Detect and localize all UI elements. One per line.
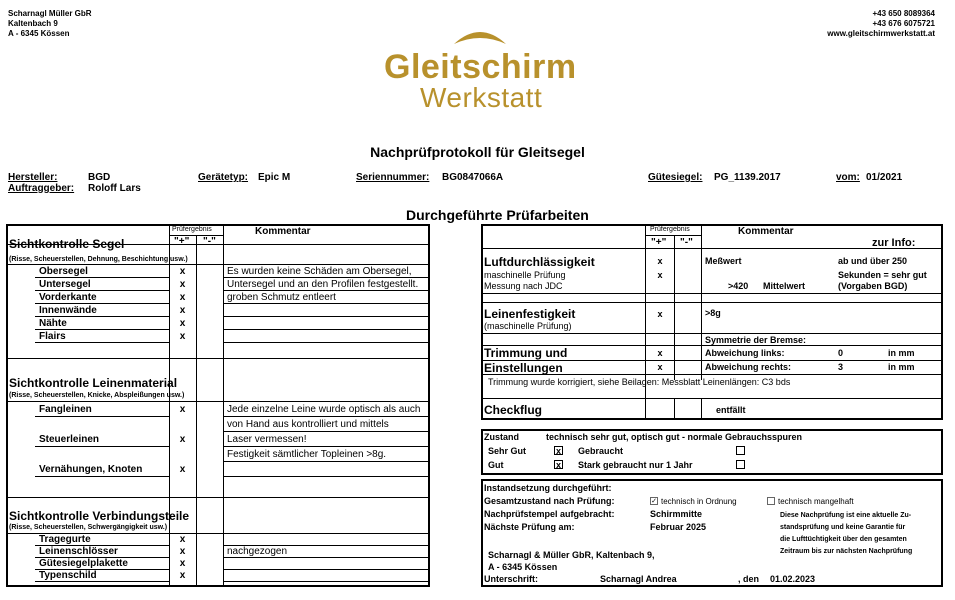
segel-subtitle: (Risse, Scheuerstellen, Dehnung, Beschichtung usw.) <box>9 256 188 263</box>
company-name: Scharnagl Müller GbR <box>8 9 92 18</box>
right-plus-header: "+" <box>651 237 667 248</box>
den-label: , den <box>738 574 760 584</box>
firma: Scharnagl & Müller GbR, Kaltenbach 9, <box>488 550 655 560</box>
section-title: Durchgeführte Prüfarbeiten <box>406 207 589 223</box>
luft-info-2: Sekunden = sehr gut <box>838 270 927 280</box>
leinen-row-label: Fangleinen <box>39 404 92 415</box>
ort: A - 6345 Kössen <box>488 562 558 572</box>
segel-row-label: Untersegel <box>39 279 91 290</box>
right-kommentar-header: Kommentar <box>738 226 794 237</box>
verbindung-row-mark: x <box>179 546 186 557</box>
segel-row-label: Obersegel <box>39 266 88 277</box>
abweichung-links-value: 0 <box>838 348 844 358</box>
disclaimer-line-1: Diese Nachprüfung ist eine aktuelle Zu- <box>780 512 912 519</box>
luft-value: >420 <box>728 281 749 291</box>
segel-row-comment: Es wurden keine Schäden am Obersegel, <box>227 266 412 277</box>
stempel-label: Nachprüfstempel aufgebracht: <box>484 509 615 519</box>
trimmung-mark-2: x <box>657 362 663 372</box>
vom-label: vom: <box>836 172 860 183</box>
verbindung-row-label: Leinenschlösser <box>39 546 118 557</box>
table-row <box>7 558 429 570</box>
hersteller-label: Hersteller: <box>8 172 58 183</box>
left-plus-header: "+" <box>174 236 190 247</box>
unterschrift-name: Scharnagl Andrea <box>600 574 677 584</box>
leinen-row-label: Steuerleinen <box>39 434 100 445</box>
segel-row-mark: x <box>179 331 186 342</box>
company-contact <box>827 9 935 39</box>
logo-text-gleitschirm: Gleitschirm <box>384 48 577 86</box>
checkflug-title: Checkflug <box>484 403 543 417</box>
segel-row-mark: x <box>179 266 186 277</box>
luft-title: Luftdurchlässigkeit <box>484 255 595 269</box>
table-row <box>7 304 429 317</box>
stempel-value: Schirmmitte <box>650 509 703 519</box>
table-row <box>7 402 429 417</box>
table-row <box>7 265 429 278</box>
zustand-stark-checkbox[interactable] <box>736 460 745 469</box>
disclaimer-line-2: standsprüfung und keine Garantie für <box>780 524 906 531</box>
leinen-row-comment: Jede einzelne Leine wurde optisch als auch <box>227 404 421 415</box>
zustand-gut-checkbox[interactable]: x <box>555 460 561 470</box>
verbindung-row-mark: x <box>179 534 186 545</box>
trimmung-title-1: Trimmung und <box>484 346 568 360</box>
abweichung-links-unit: in mm <box>888 348 915 358</box>
segel-row-mark: x <box>179 292 186 303</box>
leinen-row-mark: x <box>179 464 186 475</box>
guetesiegel-value: PG_1139.2017 <box>714 172 781 183</box>
company-city: A - 6345 Kössen <box>8 29 70 38</box>
table-row <box>7 278 429 291</box>
company-phone-2: +43 676 6075721 <box>872 19 935 28</box>
leinen-row-comment: von Hand aus kontrolliert und mittels <box>227 419 389 430</box>
logo-text-werkstatt: Werkstatt <box>420 82 543 113</box>
zustand-gebraucht-checkbox[interactable] <box>736 446 745 455</box>
left-kommentar-header: Kommentar <box>255 226 311 237</box>
zustand-gebraucht-label: Gebraucht <box>578 446 624 456</box>
table-row <box>7 447 429 462</box>
table-row <box>7 330 429 343</box>
naechste-value: Februar 2025 <box>650 522 707 532</box>
company-address <box>8 9 92 39</box>
verbindung-row-mark: x <box>179 570 186 581</box>
datum: 01.02.2023 <box>770 574 816 584</box>
hersteller-value: BGD <box>88 172 111 183</box>
segel-row-comment: Untersegel und an den Profilen festgestellt. <box>227 279 419 290</box>
left-pruefergebnis-header: Prüfergebnis <box>172 226 212 233</box>
table-row <box>7 417 429 432</box>
zustand-stark-label: Stark gebraucht nur 1 Jahr <box>578 460 693 470</box>
abweichung-links-label: Abweichung links: <box>705 348 785 358</box>
guetesiegel-label: Gütesiegel: <box>648 172 703 183</box>
naechste-label: Nächste Prüfung am: <box>484 522 575 532</box>
geraetetyp-value: Epic M <box>258 172 291 183</box>
table-row <box>7 534 429 546</box>
seriennummer-value: BG0847066A <box>442 172 504 183</box>
verbindung-row-comment: nachgezogen <box>227 546 288 557</box>
geraetetyp-label: Gerätetyp: <box>198 172 249 183</box>
zustand-sehr-gut-checkbox[interactable]: x <box>555 446 561 456</box>
verbindung-row-label: Typenschild <box>39 570 97 581</box>
zustand-sehr-gut-label: Sehr Gut <box>488 446 527 456</box>
segel-row-label: Nähte <box>39 318 67 329</box>
zur-info-header: zur Info: <box>872 237 916 249</box>
luft-line1: maschinelle Prüfung <box>484 270 566 280</box>
company-street: Kaltenbach 9 <box>8 19 58 28</box>
right-pruefergebnis-header: Prüfergebnis <box>650 226 690 233</box>
trimmung-mark-1: x <box>657 348 663 358</box>
luft-info-1: ab und über 250 <box>838 256 908 266</box>
table-row <box>7 546 429 558</box>
checkflug-value: entfällt <box>716 405 746 415</box>
segel-row-label: Vorderkante <box>39 292 97 303</box>
luft-mittelwert-label: Mittelwert <box>763 281 806 291</box>
segel-row-comment: groben Schmutz entleert <box>227 292 336 303</box>
company-phone-1: +43 650 8089364 <box>872 9 935 18</box>
table-row <box>7 570 429 582</box>
disclaimer <box>780 510 912 558</box>
verbindung-row-mark: x <box>179 558 186 569</box>
zustand-desc: technisch sehr gut, optisch gut - normale Gebrauchsspuren <box>546 432 803 442</box>
zustand-gut-label: Gut <box>488 460 504 470</box>
leinen-row-mark: x <box>179 404 186 415</box>
leinen-row-mark: x <box>179 434 186 445</box>
disclaimer-line-3: die Lufttüchtigkeit über den gesamten <box>780 536 907 543</box>
table-row <box>7 291 429 304</box>
seriennummer-label: Seriennummer: <box>356 172 430 183</box>
mangel-label: technisch mangelhaft <box>778 497 854 506</box>
page-title: Nachprüfprotokoll für Gleitsegel <box>370 144 585 160</box>
segel-row-label: Innenwände <box>39 305 97 316</box>
luft-mark-2: x <box>657 270 663 280</box>
ok-checkbox[interactable]: ✓ <box>651 498 657 505</box>
zustand-label: Zustand <box>484 432 519 442</box>
ok-label: technisch in Ordnung <box>661 497 737 506</box>
gesamt-label: Gesamtzustand nach Prüfung: <box>484 496 615 506</box>
abweichung-rechts-unit: in mm <box>888 362 915 372</box>
abweichung-rechts-value: 3 <box>838 362 844 372</box>
leinen-title: Sichtkontrolle Leinenmaterial <box>9 376 178 390</box>
leinen-row-comment: Festigkeit sämtlicher Topleinen >8g. <box>227 449 387 460</box>
leinen-row-label: Vernähungen, Knoten <box>39 464 143 475</box>
festigkeit-sub: (maschinelle Prüfung) <box>484 321 572 331</box>
trimmung-title-2: Einstellungen <box>484 361 563 375</box>
table-row <box>7 317 429 330</box>
verbindung-row-label: Tragegurte <box>39 534 91 545</box>
auftraggeber-value: Roloff Lars <box>88 183 141 194</box>
symmetrie-label: Symmetrie der Bremse: <box>705 335 807 345</box>
segel-title: Sichtkontrolle Segel <box>9 237 125 251</box>
auftraggeber-label: Auftraggeber: <box>8 183 75 194</box>
unterschrift-label: Unterschrift: <box>484 574 539 584</box>
leinen-row-comment: Laser vermessen! <box>227 434 307 445</box>
verbindung-row-label: Gütesiegelplakette <box>39 558 128 569</box>
luft-info-3: (Vorgaben BGD) <box>838 281 908 291</box>
luft-mark-1: x <box>657 256 663 266</box>
mangel-checkbox[interactable] <box>767 497 775 505</box>
trimmung-note: Trimmung wurde korrigiert, siehe Beilagen: Messblatt Leinenlängen: C3 bds <box>488 377 791 387</box>
luft-messwert-label: Meßwert <box>705 256 742 266</box>
segel-row-mark: x <box>179 305 186 316</box>
festigkeit-value: >8g <box>705 308 721 318</box>
company-website: www.gleitschirmwerkstatt.at <box>827 29 935 38</box>
table-row <box>7 462 429 477</box>
company-logo <box>380 14 580 114</box>
verbindung-subtitle: (Risse, Scheuerstellen, Schwergängigkeit usw.) <box>9 524 168 531</box>
table-row <box>7 432 429 447</box>
segel-row-mark: x <box>179 318 186 329</box>
segel-row-mark: x <box>179 279 186 290</box>
festigkeit-title: Leinenfestigkeit <box>484 307 576 321</box>
abweichung-rechts-label: Abweichung rechts: <box>705 362 792 372</box>
festigkeit-mark: x <box>657 309 663 319</box>
right-minus-header: "-" <box>680 237 693 248</box>
segel-row-label: Flairs <box>39 331 66 342</box>
vom-value: 01/2021 <box>866 172 903 183</box>
disclaimer-line-4: Zeitraum bis zur nächsten Nachprüfung <box>780 548 913 555</box>
leinen-subtitle: (Risse, Scheuerstellen, Knicke, Abspleißungen usw.) <box>9 392 185 399</box>
luft-line2: Messung nach JDC <box>484 281 563 291</box>
instand-title: Instandsetzung durchgeführt: <box>484 483 612 493</box>
left-minus-header: "-" <box>203 236 216 247</box>
verbindung-title: Sichtkontrolle Verbindungsteile <box>9 509 190 523</box>
